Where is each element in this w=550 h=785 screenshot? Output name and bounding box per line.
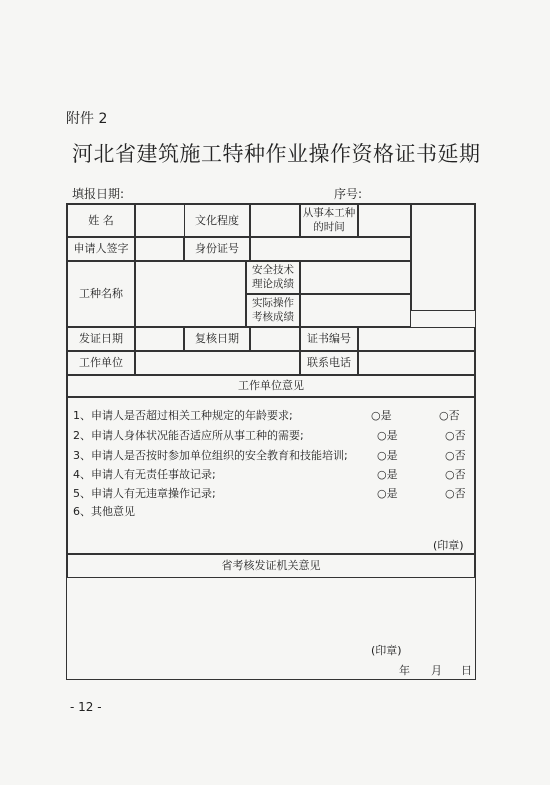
practical-score-field[interactable] — [300, 294, 411, 327]
fill-date-label: 填报日期: — [72, 187, 125, 201]
opinion-item-2-yes[interactable]: ○是 — [377, 429, 398, 442]
day-label: 日 — [461, 664, 472, 677]
other-opinion-label: 6、其他意见 — [73, 505, 135, 518]
work-type-field[interactable] — [135, 261, 246, 327]
month-label: 月 — [431, 664, 442, 677]
opinion-item-1-no[interactable]: ○否 — [439, 409, 460, 422]
education-field[interactable] — [250, 204, 300, 237]
opinion-item-5: 5、申请人有无违章操作记录; — [73, 487, 216, 500]
theory-score-label: 安全技术理论成绩 — [246, 261, 300, 294]
time-engaged-label: 从事本工种的时间 — [300, 204, 358, 237]
opinion-item-4-yes[interactable]: ○是 — [377, 468, 398, 481]
opinion-item-2-no[interactable]: ○否 — [445, 429, 466, 442]
unit-opinion-title: 工作单位意见 — [67, 375, 475, 397]
opinion-item-4-no[interactable]: ○否 — [445, 468, 466, 481]
education-label: 文化程度 — [184, 204, 250, 237]
opinion-item-3-yes[interactable]: ○是 — [377, 449, 398, 462]
name-label: 姓 名 — [67, 204, 135, 237]
work-unit-field[interactable] — [135, 351, 300, 375]
opinion-item-3-no[interactable]: ○否 — [445, 449, 466, 462]
issue-date-label: 发证日期 — [67, 327, 135, 351]
authority-seal-label: (印章) — [371, 644, 402, 657]
applicant-sign-field[interactable] — [135, 237, 184, 261]
opinion-item-1-yes[interactable]: ○是 — [371, 409, 392, 422]
page-number: - 12 - — [70, 700, 102, 714]
year-label: 年 — [399, 664, 410, 677]
photo-box — [411, 204, 475, 311]
cert-number-field[interactable] — [358, 327, 475, 351]
opinion-item-4: 4、申请人有无责任事故记录; — [73, 468, 216, 481]
practical-score-label: 实际操作考核成绩 — [246, 294, 300, 327]
opinion-item-5-no[interactable]: ○否 — [445, 487, 466, 500]
id-number-label: 身份证号 — [184, 237, 250, 261]
opinion-item-3: 3、申请人是否按时参加单位组织的安全教育和技能培训; — [73, 449, 348, 462]
document-title: 河北省建筑施工特种作业操作资格证书延期 — [72, 142, 481, 166]
unit-seal-label: (印章) — [433, 539, 464, 552]
id-number-field[interactable] — [250, 237, 411, 261]
theory-score-field[interactable] — [300, 261, 411, 294]
review-date-label: 复核日期 — [184, 327, 250, 351]
application-form — [66, 203, 476, 680]
applicant-sign-label: 申请人签字 — [67, 237, 135, 261]
time-engaged-field[interactable] — [358, 204, 411, 237]
opinion-item-1: 1、申请人是否超过相关工种规定的年龄要求; — [73, 409, 293, 422]
contact-phone-label: 联系电话 — [300, 351, 358, 375]
review-date-field[interactable] — [250, 327, 300, 351]
work-type-label: 工种名称 — [67, 261, 135, 327]
contact-phone-field[interactable] — [358, 351, 475, 375]
serial-label: 序号: — [334, 187, 363, 201]
opinion-item-5-yes[interactable]: ○是 — [377, 487, 398, 500]
cert-number-label: 证书编号 — [300, 327, 358, 351]
work-unit-label: 工作单位 — [67, 351, 135, 375]
opinion-item-2: 2、申请人身体状况能否适应所从事工种的需要; — [73, 429, 304, 442]
authority-opinion-title: 省考核发证机关意见 — [67, 554, 475, 578]
issue-date-field[interactable] — [135, 327, 184, 351]
attachment-label: 附件 2 — [66, 111, 108, 127]
